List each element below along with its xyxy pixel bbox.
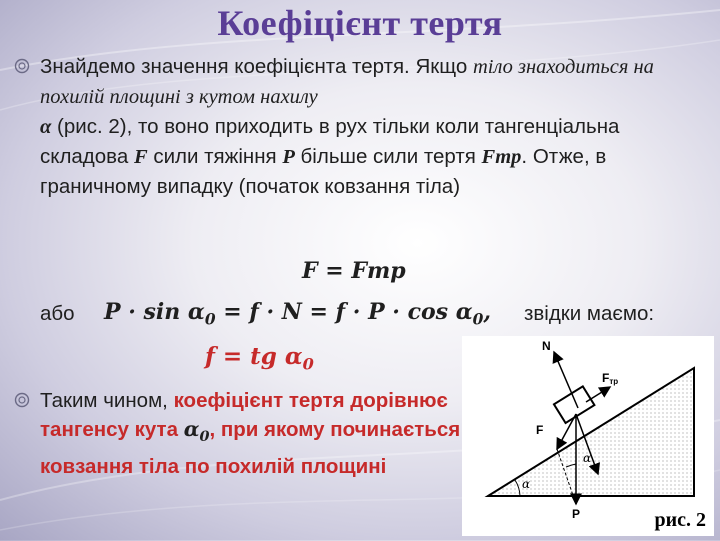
formula3-sub-a: 0 <box>302 354 314 374</box>
label-p: P <box>572 507 581 521</box>
para1-text: . Отже, в граничному випадку (початок ковзання тіла) <box>40 145 607 198</box>
formula2-part-b: = f · N = f · P · cos α <box>215 299 473 325</box>
para1-italic-phrase: тіло знаходиться на похилій площині з кутом нахилу <box>40 56 654 108</box>
formula-equilibrium: F = Fтр <box>302 258 406 284</box>
formula-friction-balance <box>104 299 491 328</box>
inclined-plane-figure <box>462 336 714 536</box>
para1-symbol-ftr: Fтр <box>481 146 522 168</box>
para1-text: сили тяжіння <box>147 145 283 168</box>
para1-text: (рис. 2), то воно приходить в рух тільки коли тангенціальна складова <box>40 115 620 168</box>
label-alpha-force: α <box>583 451 592 465</box>
para1-alpha: α <box>40 116 52 138</box>
formula2-tail-text: звідки маємо: <box>524 302 655 325</box>
label-n: N <box>542 339 551 353</box>
formula3-part-a: f = tg α <box>205 343 303 370</box>
friction-force-arrow <box>586 387 610 402</box>
para2-highlight-end: , при якому починається ковзання тіла по похилій площині <box>40 418 461 479</box>
para2-alpha <box>183 417 210 446</box>
paragraph-1 <box>40 52 710 201</box>
label-ftr: Fтр <box>602 371 619 386</box>
para2-highlight: коефіцієнт тертя дорівнює тангенсу кута <box>40 389 448 441</box>
circle-target-bullet-icon <box>14 392 30 408</box>
para2-alpha-sub: 0 <box>199 429 210 446</box>
para2-alpha-symbol: α <box>183 417 200 441</box>
paragraph-2 <box>40 386 480 481</box>
figure-caption: рис. 2 <box>654 509 706 531</box>
para2-text: Таким чином, <box>40 389 174 412</box>
para1-symbol-f: F <box>133 146 148 168</box>
para1-text: Знайдемо значення коефіцієнта тертя. Якщо <box>40 55 473 78</box>
label-abo: або <box>40 302 75 325</box>
circle-target-bullet-icon <box>14 58 30 74</box>
slide-title: Коефіцієнт тертя <box>217 3 503 43</box>
formula2-part-c: , <box>483 299 492 325</box>
inclined-plane-diagram <box>462 336 714 536</box>
para1-text: більше сили тертя <box>294 145 482 168</box>
formula2-sub-a: 0 <box>204 310 216 329</box>
label-f: F <box>536 423 544 437</box>
label-alpha-base: α <box>522 477 531 491</box>
incline-triangle <box>488 368 694 496</box>
para1-symbol-p: P <box>282 146 295 168</box>
formula2-part-a: P · sin α <box>104 299 205 325</box>
formula2-sub-b: 0 <box>472 310 484 329</box>
formula-coefficient-result <box>205 343 314 374</box>
